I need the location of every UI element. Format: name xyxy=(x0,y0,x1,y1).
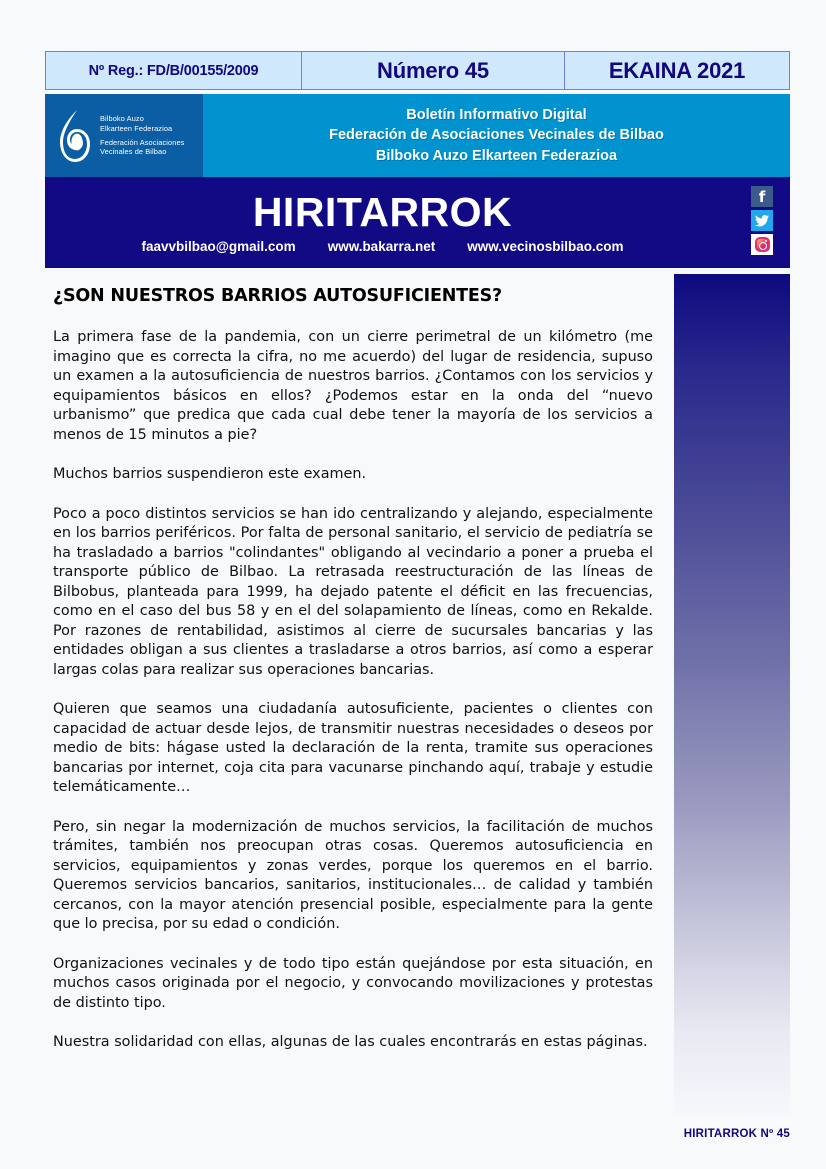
page-footer: HIRITARROK Nº 45 xyxy=(683,1128,790,1140)
logo-eu-line2: Elkarteen Federazioa xyxy=(100,123,173,133)
facebook-icon[interactable]: f xyxy=(751,186,773,207)
article-paragraph: Organizaciones vecinales y de todo tipo están quejándose por esta situación, en muchos casos originada por el negocio, y convocando movilizaciones y protestas de distinto tipo. xyxy=(53,955,653,1011)
issue-date: EKAINA 2021 xyxy=(608,57,746,83)
masthead-bar xyxy=(45,51,790,90)
logo-eu-line1: Bilboko Auzo xyxy=(100,113,144,123)
article xyxy=(53,286,653,1053)
publication-title: HIRITARROK xyxy=(252,188,513,235)
contact-website-vecinosbilbao[interactable]: www.vecinosbilbao.com xyxy=(467,238,624,254)
title-bar-center xyxy=(45,177,720,268)
banner-block xyxy=(203,94,790,177)
contact-row xyxy=(141,239,623,254)
article-paragraph: La primera fase de la pandemia, con un cierre perimetral de un kilómetro (me imagino que es correcta la cifra, no me acuerdo) del lugar de residencia, supuso un examen a la autosuficiencia de nuestros barrios. ¿Contamos con los servicios y equipamientos básicos en ellos? ¿Podemos estar en la onda del “nuevo urbanismo” que predica que cada cual debe tener la mayoría de los servicios a menos de 15 minutos a pie? xyxy=(53,329,653,443)
logo-es-line2: Vecinales de Bilbao xyxy=(100,147,167,157)
article-paragraph: Quieren que seamos una ciudadanía autosuficiente, pacientes o clientes con capacidad de actuar desde lejos, de transmitir nuestras necesidades o deseos por medio de bits: hágase usted la declaración de la renta, tramite sus operaciones bancarias por internet, coja cita para vacunarse pinchando aquí, trabaje y estudie telemáticamente… xyxy=(53,701,653,796)
title-bar xyxy=(45,177,790,268)
registration-number: Nº Reg.: FD/B/00155/2009 xyxy=(46,52,302,89)
instagram-icon[interactable] xyxy=(751,234,773,255)
instagram-glyph xyxy=(755,237,770,252)
logo-es-line1: Federación Asociaciones xyxy=(100,137,185,147)
article-paragraph: Muchos barrios suspendieron este examen. xyxy=(53,466,367,483)
twitter-icon[interactable] xyxy=(751,210,773,231)
social-links xyxy=(751,186,773,255)
article-paragraph: Pero, sin negar la modernización de muchos servicios, la facilitación de muchos trámites, también nos preocupan otras cosas. Queremos autosuficiencia en servicios, equipamientos y zonas verdes, porque los queremos en el barrio. Queremos servicios bancarios, sanitarios, institucionales… de calidad y también cercanos, con la mayor atención presencial posible, especialmente para la gente que lo precisa, por su edad o condición. xyxy=(53,818,653,933)
federation-flame-logo-icon xyxy=(57,108,91,164)
issue-number: Número 45 xyxy=(302,52,565,89)
article-paragraph: Nuestra solidaridad con ellas, algunas de las cuales encontrarás en estas páginas. xyxy=(53,1034,648,1051)
federation-logo-block xyxy=(45,94,203,177)
contact-website-bakarra[interactable]: www.bakarra.net xyxy=(327,238,436,254)
banner-text xyxy=(329,105,664,167)
article-heading: ¿SON NUESTROS BARRIOS AUTOSUFICIENTES? xyxy=(53,286,502,306)
brand-row xyxy=(45,94,790,177)
banner-line-2: Federación de Asociaciones Vecinales de Bilbao xyxy=(329,127,664,144)
federation-logo-text xyxy=(100,114,184,158)
contact-email[interactable]: faavvbilbao@gmail.com xyxy=(141,238,296,254)
banner-line-1: Boletín Informativo Digital xyxy=(406,106,587,123)
banner-line-3: Bilboko Auzo Elkarteen Federazioa xyxy=(375,147,618,164)
decorative-gradient-column xyxy=(674,274,790,1115)
article-paragraph: Poco a poco distintos servicios se han ido centralizando y alejando, especialmente en los barrios periféricos. Por falta de personal sanitario, el servicio de pediatría se ha trasladado a barrios "colindantes" obligando al vecindario a poner a prueba el transporte público de Bilbao. La retrasada reestructuración de las líneas de Bilbobus, planteada para 1999, ha dejado patente el déficit en las frecuencias, como en el caso del bus 58 y en el del solapamiento de líneas, como en Rekalde. Por razones de rentabilidad, asistimos al cierre de sucursales bancarias y las entidades obligan a sus clientes a trasladarse a otros barrios, así como a esperar largas colas para realizar sus operaciones bancarias. xyxy=(53,505,653,678)
